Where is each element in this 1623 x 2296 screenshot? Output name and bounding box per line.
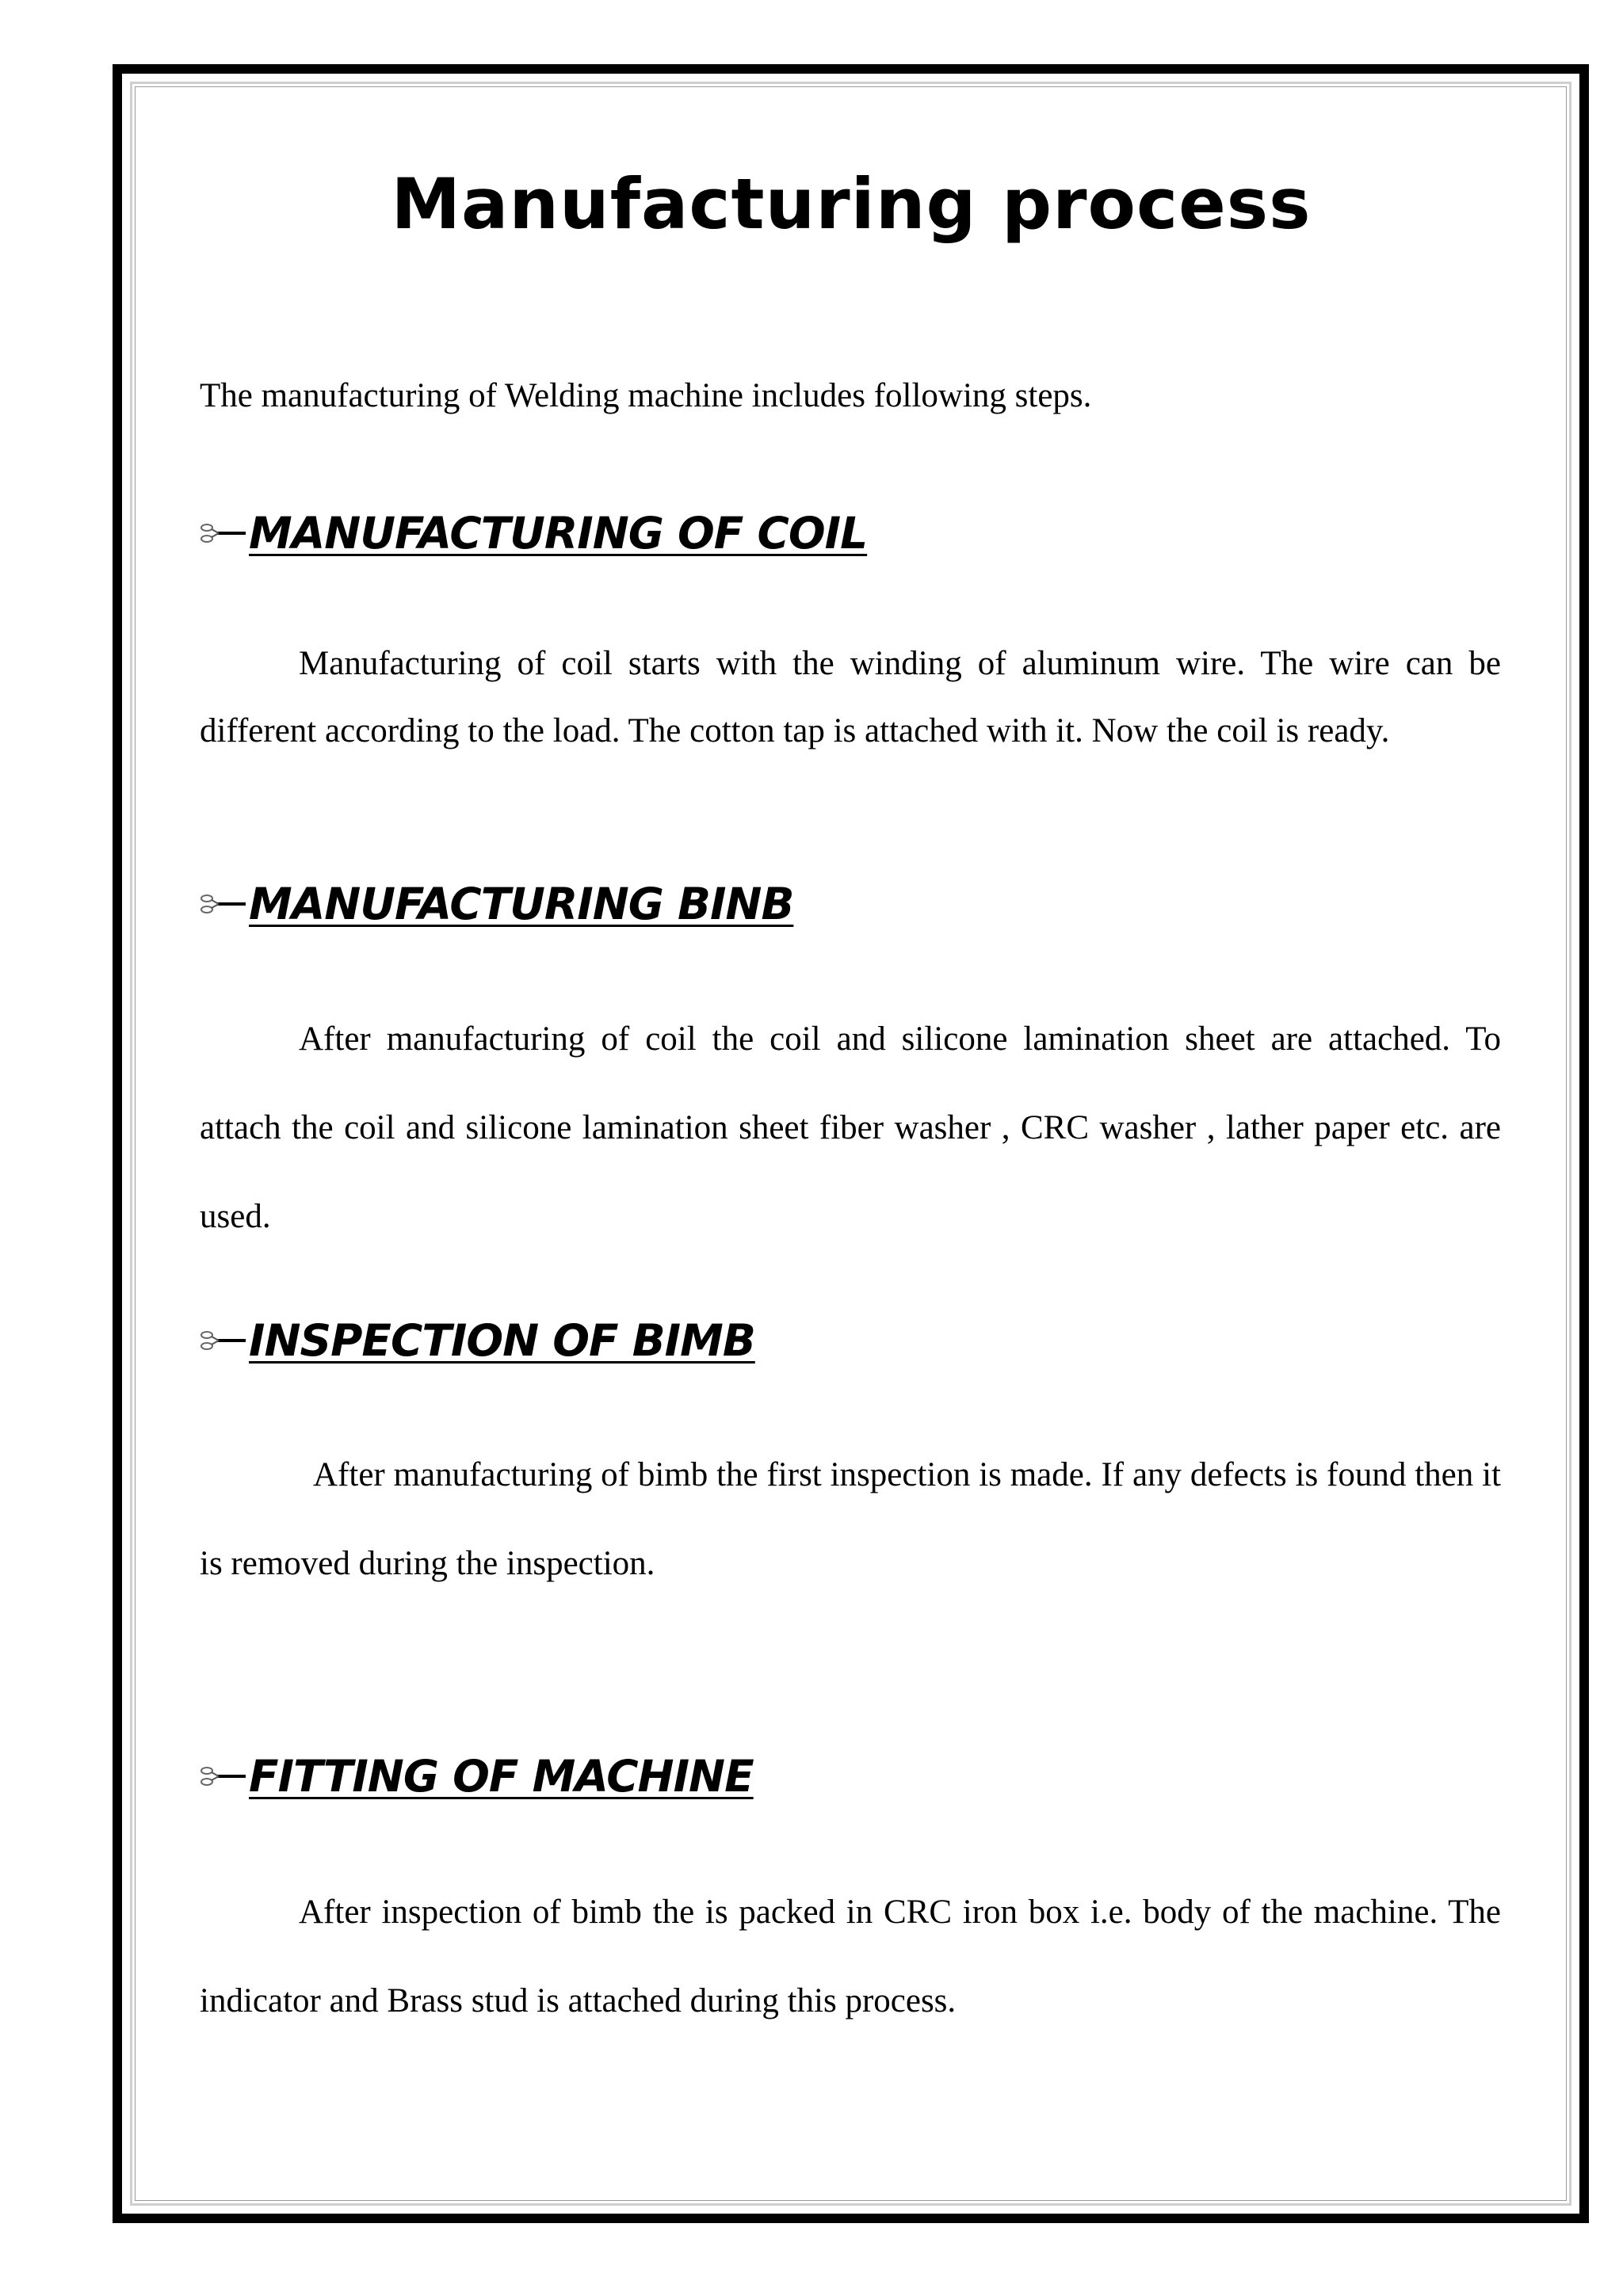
section-heading-inspection (200, 1309, 755, 1372)
page-title: Manufacturing process (391, 163, 1312, 245)
intro-text: The manufacturing of Welding machine includes following steps. (200, 377, 1092, 414)
section-heading-text: INSPECTION OF BIMB (249, 1315, 755, 1366)
section-body-text: After manufacturing of bimb the first inspection is made. If any defects is found then it is removed during the inspection. (200, 1456, 1501, 1582)
section-body-inspection (200, 1431, 1501, 1608)
scissors-icon (200, 517, 247, 549)
scissors-icon (200, 1325, 247, 1356)
section-heading-binb (200, 872, 793, 936)
section-heading-text: MANUFACTURING BINB (249, 879, 794, 929)
section-heading-coil (200, 502, 867, 565)
section-body-text: After manufacturing of coil the coil and silicone lamination sheet are attached. To attach the coil and silicone lamination sheet fiber washer , CRC washer , lather paper etc. are used. (200, 1020, 1501, 1235)
section-heading-text: MANUFACTURING OF COIL (249, 508, 868, 559)
section-body-text: After inspection of bimb the is packed in CRC iron box i.e. body of the machine. The indicator and Brass stud is attached during this process. (200, 1894, 1501, 2019)
section-body-coil (200, 630, 1501, 765)
scissors-icon (200, 1760, 247, 1792)
section-heading-fitting (200, 1745, 754, 1808)
section-body-text: Manufacturing of coil starts with the winding of aluminum wire. The wire can be different according to the load. The cotton tap is attached with it. Now the coil is ready. (200, 645, 1501, 749)
scissors-icon (200, 888, 247, 920)
section-body-fitting (200, 1868, 1501, 2046)
section-heading-text: FITTING OF MACHINE (249, 1751, 754, 1802)
section-body-binb (200, 995, 1501, 1261)
